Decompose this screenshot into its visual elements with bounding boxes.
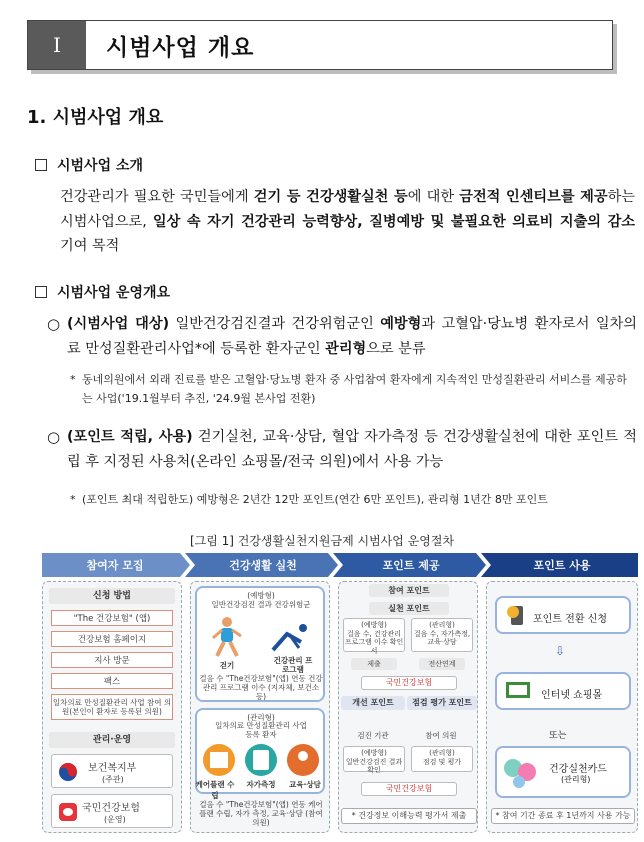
points-prev-tag: (예방형) [361, 621, 387, 629]
points-mgmt2-tag: (관리형) [429, 749, 455, 757]
asterisk-icon: * [70, 493, 76, 506]
points-mgmt-tag: (관리형) [429, 621, 455, 629]
practice-column [190, 581, 330, 833]
bullet2-text-1: 걷기실천, 교육·상담, 혈압 자가측정 등 건강생활실천에 대한 포인트 적립 후 지정된 사용처(온라인 쇼핑몰/전국 의원)에서 사용 가능 [67, 429, 637, 470]
education-label: 교육·상담 [289, 780, 321, 789]
circle-bullet-icon: ○ [47, 315, 61, 333]
bullet1-text-2: 과 고혈압·당뇨병 환자로서 일차의료 만성질환관리사업*에 등록한 환자군인 [67, 316, 638, 357]
walking-person-icon [205, 616, 249, 658]
points-prev2-tag: (예방형) [361, 749, 387, 757]
checkbox-square-icon [35, 159, 47, 171]
bullet1-bold-3: 관리형 [325, 340, 367, 357]
section-number: Ⅰ [28, 21, 86, 69]
checkup-label: 검진 기관 [357, 731, 389, 740]
stage-use: 포인트 사용 [533, 559, 591, 572]
points-mgmt2-box [411, 746, 473, 772]
nhis-logo-icon [58, 802, 78, 822]
management-title: 관리·운영 [49, 732, 175, 748]
intro-bold-2: 금전적 인센티브를 제공 [459, 189, 608, 205]
footnote-1 [70, 370, 636, 408]
org-nhis [51, 794, 173, 828]
points-mgmt-desc: 걸음 수, 자가측정, 교육·상담 [413, 629, 471, 646]
checkbox-square-icon [35, 286, 47, 298]
down-arrow-icon: ⇩ [555, 644, 566, 658]
convert-label: 포인트 전환 신청 [533, 614, 607, 625]
org2-sub: (운영) [104, 815, 126, 824]
method-fax: 팩스 [51, 673, 173, 689]
intro-bold-1: 걷기 등 건강생활실천 등 [253, 189, 408, 205]
or-label: 또는 [549, 731, 567, 741]
asterisk-icon: * [70, 373, 76, 386]
points-footnote: * 건강정보 이해능력 평가서 제출 [341, 808, 477, 824]
bullet1-text-3: 으로 분류 [366, 340, 426, 357]
eval-points: 점검 평가 포인트 [407, 696, 477, 710]
process-figure [42, 553, 638, 838]
method-clinic: 일차의료 만성질환관리 사업 참여 의원(본인이 환자로 등록된 의원) [51, 694, 173, 720]
use-column [486, 581, 638, 833]
method-homepage: 건강보험 홈페이지 [51, 631, 173, 647]
bullet2-bold-1: (포인트 적립, 사용) [67, 429, 193, 445]
intro-heading [35, 155, 143, 175]
careplan-label: 케어플랜 수립 [195, 780, 235, 800]
prev-tag: (예방형) [247, 591, 275, 600]
improve-points: 개선 포인트 [341, 696, 405, 710]
mall-label: 인터넷 쇼핑몰 [541, 690, 603, 701]
footnote-2-text: (포인트 최대 적립한도) 예방형은 2년간 12만 포인트(연간 6만 포인트), 관리형 1년간 8만 포인트 [82, 493, 548, 506]
phone-coin-icon [505, 604, 527, 626]
points-mgmt-box [411, 618, 473, 652]
org-mohw [51, 754, 173, 788]
taegeuk-icon [58, 762, 78, 782]
mgmt-tag: (관리형) [247, 713, 275, 722]
apply-method-title: 신청 방법 [49, 588, 175, 604]
points-prev-desc: 걸음 수, 건강관리 프로그램 이수 확인서 [344, 629, 404, 655]
mgmt-note: 걸음 수 "The건강보험"(앱) 연동 케어플랜 수립, 자가 측정, 교육·상담 (참여 의원) [199, 800, 323, 827]
practice-points: 실천 포인트 [369, 602, 449, 615]
exercise-icon [269, 620, 313, 654]
org1-name: 보건복지부 [88, 763, 137, 774]
nhis-box-1: 국민건강보험 [361, 676, 457, 690]
figure-caption: [그림 1] 건강생활실천지원금제 시범사업 운영절차 [189, 534, 455, 548]
footnote-2 [70, 490, 636, 509]
points-mgmt2-desc: 점검 및 평가 [422, 757, 462, 766]
section-title: 시범사업 개요 [106, 34, 255, 61]
section-header [27, 20, 613, 70]
program-label: 건강관리 프로그램 [273, 656, 313, 674]
use-footnote: * 참여 기간 종료 후 1년까지 사용 가능 [491, 808, 635, 824]
method-branch: 지사 방문 [51, 652, 173, 668]
org1-sub: (주관) [102, 775, 124, 784]
points-prev-box [343, 618, 405, 655]
stage-practice: 건강생활 실천 [229, 559, 297, 572]
recruit-column [42, 581, 182, 833]
shopping-cart-icon [505, 680, 531, 702]
bullet1-bold-1: (시범사업 대상) [67, 316, 170, 332]
mgmt-desc: 일차의료 만성질환관리 사업 등록 환자 [215, 721, 307, 739]
nhis-box-2: 국민건강보험 [361, 782, 457, 796]
health-card-icon [503, 754, 537, 790]
operation-heading [35, 282, 170, 302]
walk-label: 걷기 [219, 661, 235, 670]
footnote-1-text: 동네의원에서 외래 진료를 받은 고혈압·당뇨병 환자 중 사업참여 환자에게 지속적인 만성질환관리 서비스를 제공하는 사업('19.1월부터 추진, '24.9월 본사업 전환) [82, 373, 627, 405]
intro-text-4: 기여 목적 [60, 238, 120, 254]
heading-1: 1. 시범사업 개요 [27, 107, 164, 128]
intro-bold-3: 일상 속 자기 건강관리 능력향상, 질병예방 및 불필요한 의료비 지출의 감소 [152, 213, 635, 230]
operation-heading-text: 시범사업 운영개요 [57, 285, 171, 301]
prev-desc: 일반건강검진 결과 건강위험군 [211, 600, 311, 609]
bullet-target [47, 312, 637, 361]
intro-heading-text: 시범사업 소개 [57, 158, 144, 174]
points-column [338, 581, 478, 833]
points-prev2-desc: 일반건강검진 결과 확인 [345, 757, 403, 774]
org2-name: 국민건강보험 [82, 803, 140, 814]
intro-paragraph [60, 185, 635, 259]
intro-text-2: 에 대한 [407, 189, 460, 205]
intro-text-3: 하는 시범사업으로, [60, 189, 636, 230]
link-label: 전산연계 [419, 658, 465, 670]
intro-text-1: 건강관리가 필요한 국민들에게 [60, 189, 254, 205]
stage-recruit: 참여자 모집 [86, 559, 144, 572]
bullet1-text-1: 일반건강검진결과 건강위험군인 [169, 316, 381, 332]
bullet-points [47, 425, 637, 474]
method-app: "The 건강보험" (앱) [51, 610, 173, 626]
submit-label: 제출 [351, 658, 397, 670]
clinic-label: 참여 의원 [425, 731, 457, 740]
management-icons [201, 742, 321, 778]
stage-points: 포인트 제공 [382, 559, 440, 572]
circle-bullet-icon: ○ [47, 428, 61, 446]
prev-note: 걸음 수 "The건강보험"(앱) 연동 건강관리 프로그램 이수 (지자체, 보건소 등) [199, 674, 323, 701]
selfcheck-label: 자가측정 [246, 780, 276, 789]
card-label: 건강실천카드 [549, 764, 607, 775]
join-points: 참여 포인트 [369, 584, 449, 597]
points-prev2-box [343, 746, 405, 772]
bullet1-bold-2: 예방형 [380, 316, 422, 332]
card-sub: (관리형) [561, 775, 591, 784]
